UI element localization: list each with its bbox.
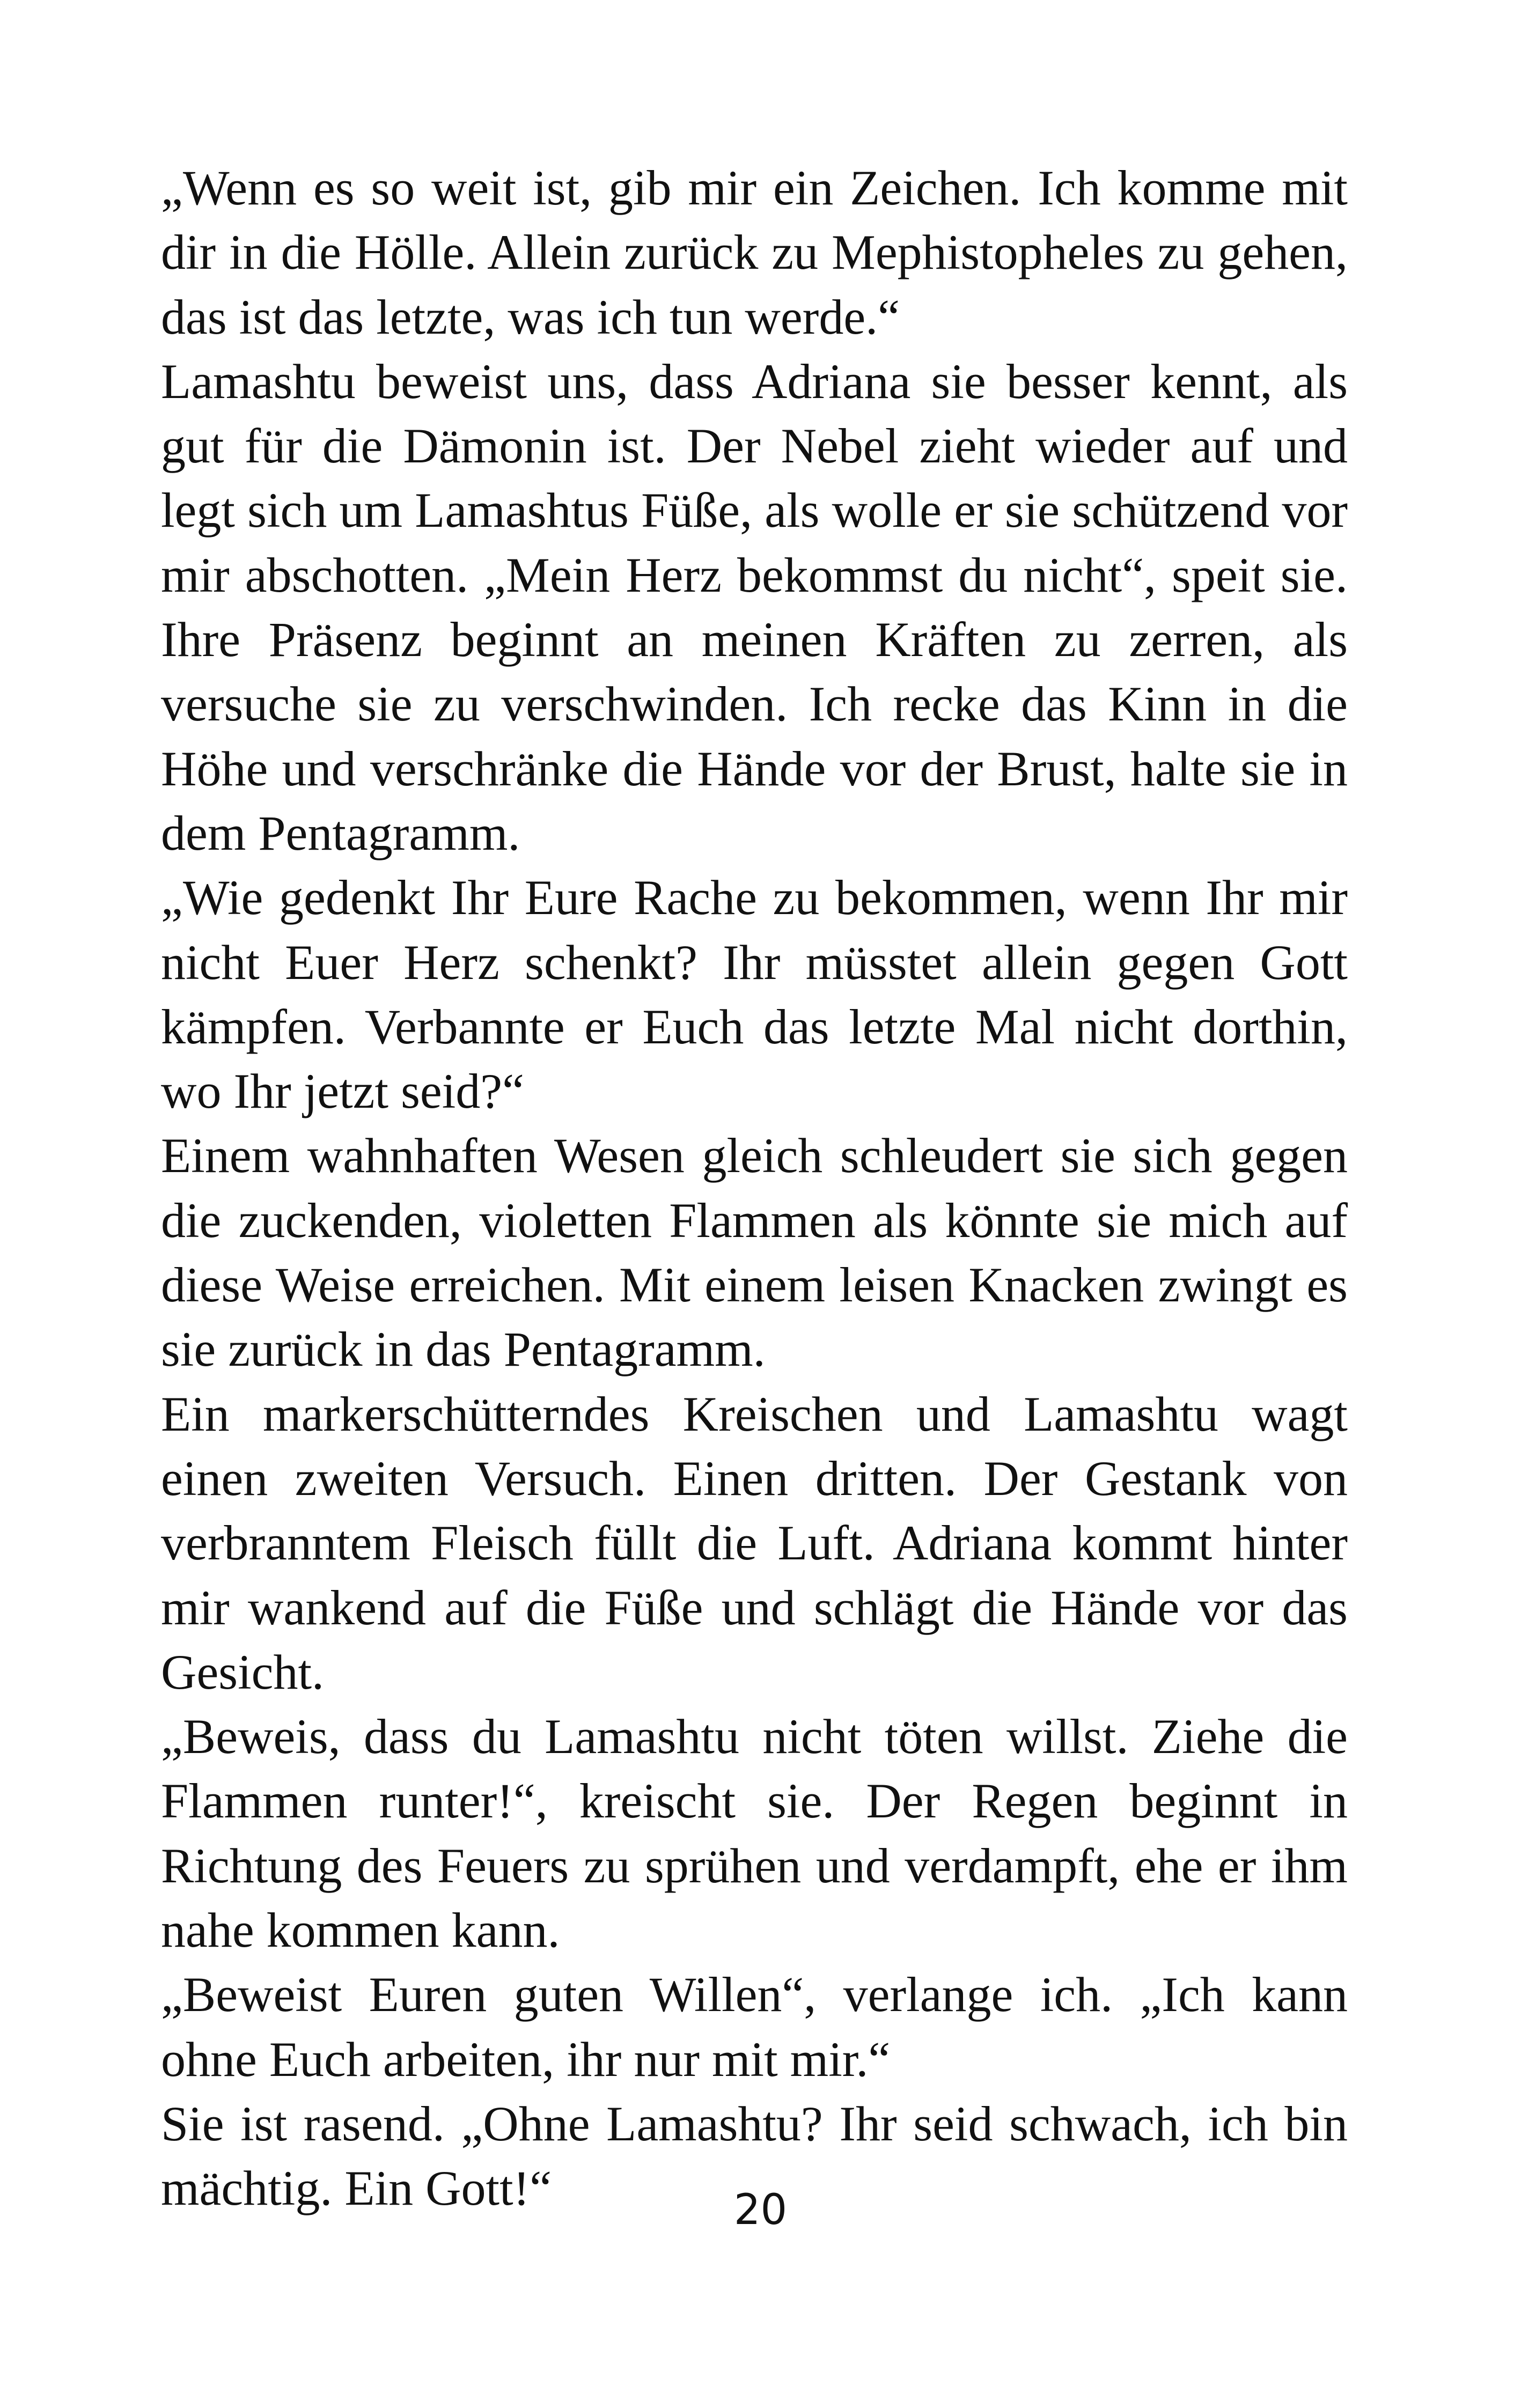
paragraph: Sie ist rasend. „Ohne Lamashtu? Ihr seid schwach, ich bin mächtig. Ein Gott!“ bbox=[161, 2096, 1348, 2216]
paragraph: „Beweis, dass du Lamashtu nicht töten willst. Ziehe die Flammen runter!“, kreischt sie. Der Regen beginnt in Richtung des Feuers zu sprühen und verdampft, ehe er ihm nahe kommen kann. bbox=[161, 1709, 1348, 1958]
paragraph: Einem wahnhaften Wesen gleich schleudert sie sich gegen die zuckenden, violetten Flammen als könnte sie mich auf diese Weise erreichen. Mit einem leisen Knacken zwingt es sie zurück in das Pentagramm. bbox=[161, 1128, 1348, 1377]
paragraph: „Wenn es so weit ist, gib mir ein Zeichen. Ich komme mit dir in die Hölle. Allein zurück zu Mephistopheles zu gehen, das ist das letzte, was ich tun werde.“ bbox=[161, 160, 1348, 344]
paragraph: Ein markerschütterndes Kreischen und Lamashtu wagt einen zweiten Versuch. Einen dritten. Der Gestank von verbranntem Fleisch füllt die Luft. Adriana kommt hinter mir wankend auf die Füße und schlägt die Hände vor das Gesicht. bbox=[161, 1386, 1348, 1699]
body-text bbox=[161, 156, 1348, 2221]
paragraph: Lamashtu beweist uns, dass Adriana sie besser kennt, als gut für die Dämonin ist. Der Nebel zieht wieder auf und legt sich um Lamashtus Füße, als wolle er sie schützend vor mir abschotten. „Mein Herz bekommst du nicht“, speit sie. Ihre Präsenz beginnt an meinen Kräften zu zerren, als versuche sie zu verschwinden. Ich recke das Kinn in die Höhe und verschränke die Hände vor der Brust, halte sie in dem Pentagramm. bbox=[161, 354, 1348, 860]
page-number: 20 bbox=[733, 2186, 788, 2234]
paragraph: „Beweist Euren guten Willen“, verlange ich. „Ich kann ohne Euch arbeiten, ihr nur mit mir.“ bbox=[161, 1967, 1348, 2087]
paragraph: „Wie gedenkt Ihr Eure Rache zu bekommen, wenn Ihr mir nicht Euer Herz schenkt? Ihr müsstet allein gegen Gott kämpfen. Verbannte er Euch das letzte Mal nicht dorthin, wo Ihr jetzt seid?“ bbox=[161, 870, 1348, 1119]
